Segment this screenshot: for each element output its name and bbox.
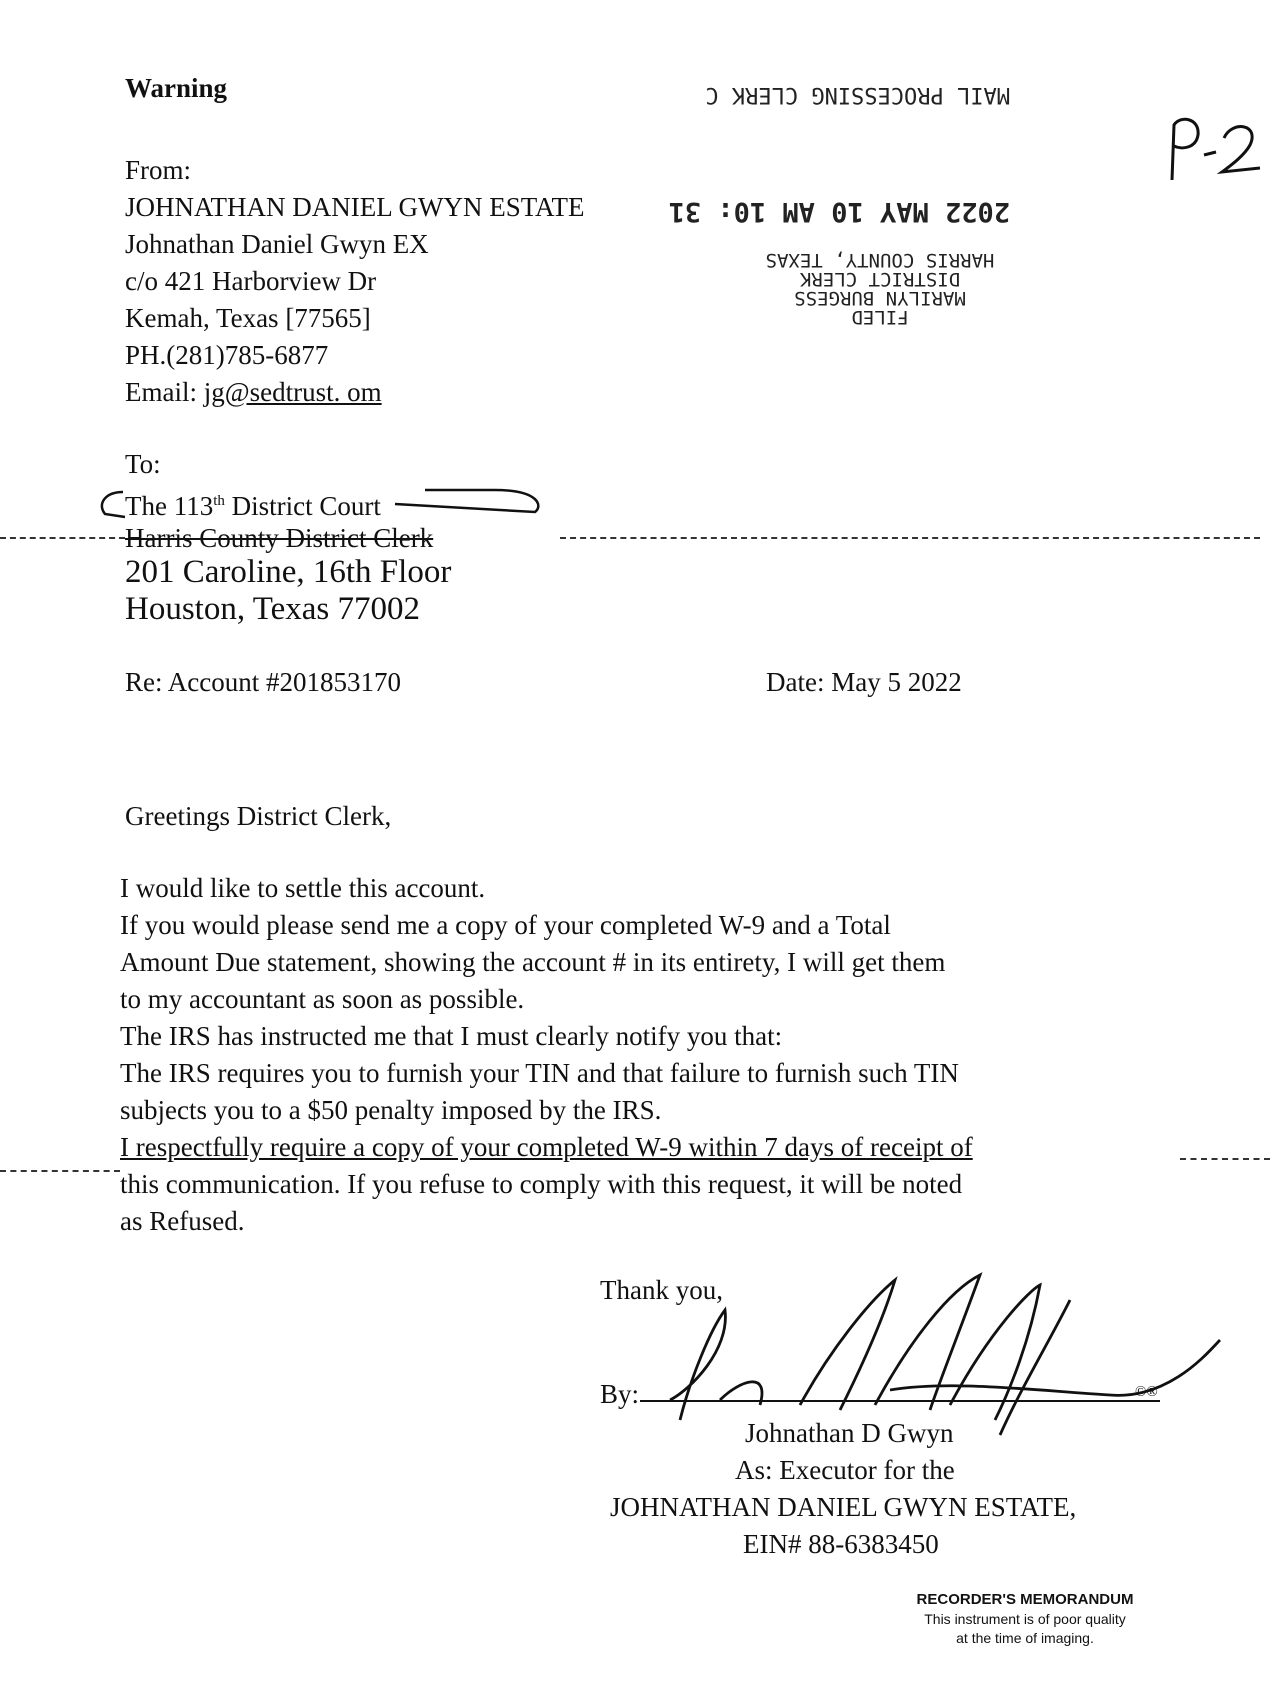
memo-line1: This instrument is of poor quality [924, 1611, 1126, 1627]
body-line: Amount Due statement, showing the account # in its entirety, I will get them [120, 947, 946, 977]
to-clerk: Harris County District Clerk [125, 523, 434, 553]
scan-line [560, 537, 1260, 539]
body-line: I would like to settle this account. [120, 873, 486, 903]
from-label: From: [125, 155, 192, 185]
stamp-name: MARILYN BURGESS [794, 287, 966, 309]
scan-line [0, 1170, 120, 1172]
stamp-date: 2022 MAY 10 AM 10: 31 [668, 196, 1010, 227]
from-email-label: Email: [125, 377, 204, 407]
to-label: To: [125, 449, 161, 479]
from-phone: PH.(281)785-6877 [125, 340, 329, 370]
body-line: this communication. If you refuse to comply with this request, it will be noted [120, 1169, 963, 1199]
body-text [120, 870, 973, 1240]
from-person: Johnathan Daniel Gwyn EX [125, 229, 429, 259]
copyright-mark: ©® [1135, 1384, 1158, 1400]
body-line: If you would please send me a copy of your completed W-9 and a Total [120, 910, 891, 940]
greeting: Greetings District Clerk, [125, 801, 392, 831]
body-line: I respectfully require a copy of your completed W-9 within 7 days of receipt of [120, 1132, 973, 1162]
signer-ein: EIN# 88-6383450 [743, 1529, 939, 1559]
stamp-county: HARRIS COUNTY, TEXAS [765, 249, 995, 271]
signer-role: As: Executor for the [735, 1455, 955, 1485]
signer-estate: JOHNATHAN DANIEL GWYN ESTATE, [610, 1492, 1077, 1522]
to-address-line1: 201 Caroline, 16th Floor [125, 554, 452, 590]
warning-heading: Warning [125, 73, 228, 103]
letter-date: Date: May 5 2022 [766, 667, 962, 697]
from-email-row [125, 374, 585, 411]
to-address-line2: Houston, Texas 77002 [125, 591, 420, 627]
stamp-office: DISTRICT CLERK [799, 268, 961, 290]
body-line: The IRS has instructed me that I must clearly notify you that: [120, 1021, 783, 1051]
from-address-line2: Kemah, Texas [77565] [125, 303, 371, 333]
scan-line [1180, 1158, 1270, 1160]
memo-line2: at the time of imaging. [956, 1630, 1094, 1646]
scan-line [0, 537, 125, 539]
recorders-memorandum [875, 1590, 1175, 1648]
body-line: to my accountant as soon as possible. [120, 984, 525, 1014]
body-line: The IRS requires you to furnish your TIN and that failure to furnish such TIN [120, 1058, 959, 1088]
stamp-mail-processing: MAIL PROCESSING CLERK C [705, 82, 1010, 107]
handwritten-page-mark [1160, 110, 1265, 195]
body-line: subjects you to a $50 penalty imposed by the IRS. [120, 1095, 662, 1125]
re-account: Re: Account #201853170 [125, 667, 401, 697]
filed-stamp [740, 250, 1020, 326]
memo-title: RECORDER'S MEMORANDUM [916, 1591, 1134, 1608]
from-block [125, 152, 585, 411]
from-estate: JOHNATHAN DANIEL GWYN ESTATE [125, 192, 585, 222]
signer-name: Johnathan D Gwyn [745, 1418, 954, 1448]
closing-thanks: Thank you, [600, 1275, 723, 1305]
stamp-status: FILED [851, 306, 909, 328]
body-line: as Refused. [120, 1206, 245, 1236]
to-court: The 113th District Court [125, 491, 381, 521]
by-label: By: [600, 1379, 640, 1409]
from-email-link[interactable]: jg@sedtrust. om [203, 377, 382, 407]
from-address-line1: c/o 421 Harborview Dr [125, 266, 377, 296]
